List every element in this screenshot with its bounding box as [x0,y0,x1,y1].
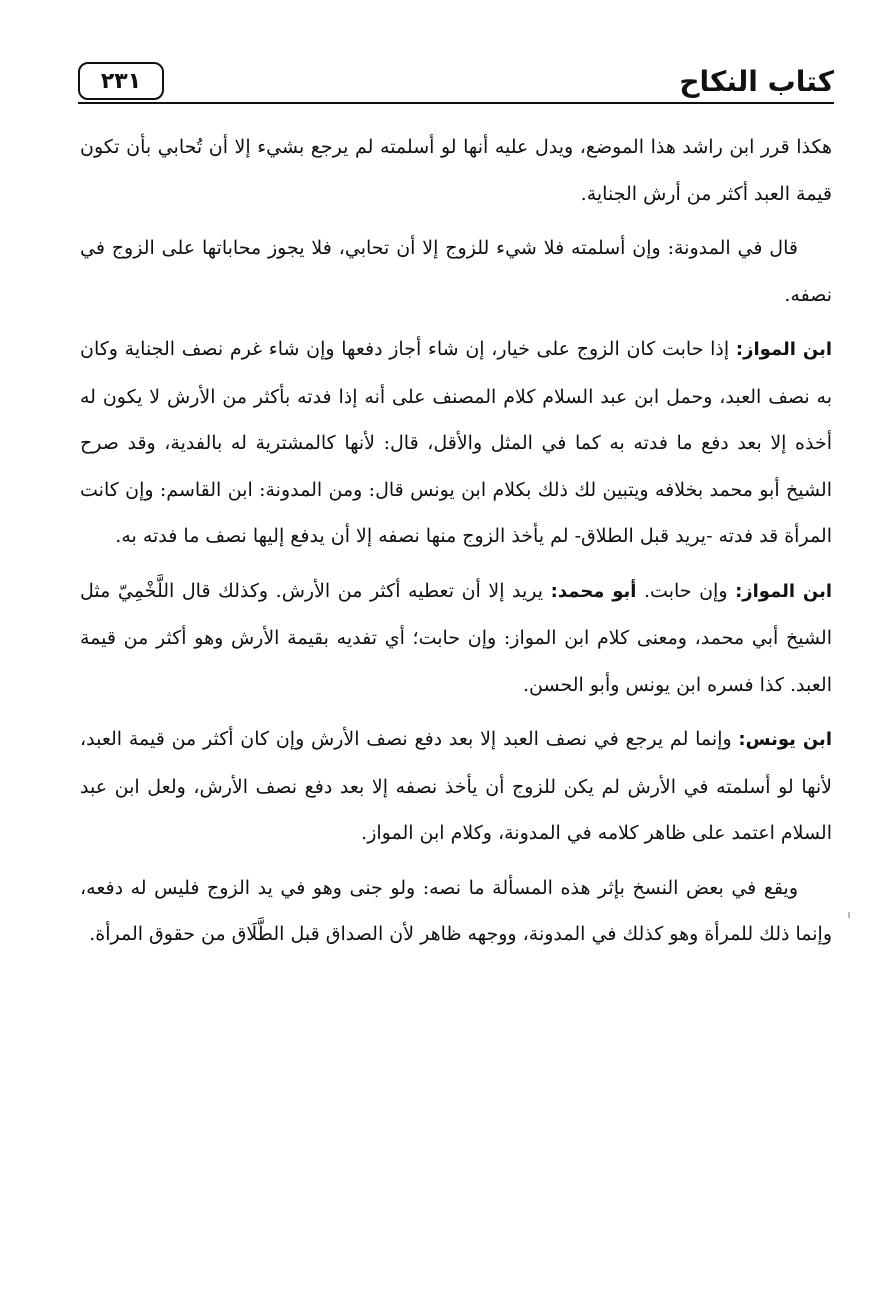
running-header [78,58,834,112]
margin-mark [848,912,850,918]
paragraph-6 [80,865,832,958]
paragraph-4 [80,568,832,709]
book-title: كتاب النكاح [679,65,834,98]
page-number-box [78,62,164,100]
paragraph-text: يريد إلا أن تعطيه أكثر من الأرش. وكذلك قال اللَّخْمِيّ مثل الشيخ أبي محمد، ومعنى كلام ابن المواز: وإن حابت؛ أي تفديه بقيمة الأرش وهو أكثر من قيمة العبد. كذا فسره ابن يونس وأبو الحسن. [80,579,832,696]
paragraph-text: وإنما لم يرجع في نصف العبد إلا بعد دفع نصف الأرش وإن كان أكثر من قيمة العبد، لأنها لو أسلمته في الأرش لم يكن للزوج أن يأخذ نصفه إلا بعد دفع نصف الأرش، ولعل ابن عبد السلام اعتمد على ظاهر كلامه في المدونة، وكلام ابن المواز. [80,728,832,844]
paragraph-1 [80,124,832,217]
paragraph-text: هكذا قرر ابن راشد هذا الموضع، ويدل عليه أنها لو أسلمته لم يرجع بشيء إلا أن تُحابي بأن تكون قيمة العبد أكثر من أرش الجناية. [80,136,832,205]
speaker-label: أبو محمد: [550,580,637,602]
paragraph-text: وإن حابت. [644,579,728,602]
paragraph-3 [80,326,832,560]
paragraph-text: قال في المدونة: وإن أسلمته فلا شيء للزوج إلا أن تحابي، فلا يجوز محاباتها على الزوج في نصفه. [80,237,832,306]
speaker-label: ابن المواز: [735,580,833,602]
paragraph-text: ويقع في بعض النسخ بإثر هذه المسألة ما نصه: ولو جنى وهو في يد الزوج فليس له دفعه، وإنما ذلك للمرأة وهو كذلك في المدونة، ووجهه ظاهر لأن الصداق قبل الطَّلَاق من حقوق المرأة. [80,876,832,945]
header-rule [78,102,834,104]
paragraph-5 [80,716,832,857]
paragraph-2 [80,225,832,318]
page-body [80,124,832,966]
speaker-label: ابن المواز: [735,339,833,360]
page-number: ٢٣١ [100,68,142,94]
paragraph-text: إذا حابت كان الزوج على خيار، إن شاء أجاز دفعها وإن شاء غرم نصف الجناية وكان به نصف العبد، وحمل ابن عبد السلام كلام المصنف على أنه إذا فدته بأكثر من الأرش لا يكون له أخذه إلا بعد دفع ما فدته به كما في المثل والأقل، قال: لأنها كالمشترية له بالفدية، وقد صرح الشيخ أبو محمد بخلافه ويتبين لك ذلك بكلام ابن يونس قال: ومن المدونة: ابن القاسم: وإن كانت المرأة قد فدته -يريد قبل الطلاق- لم يأخذ الزوج منها نصفه إلا أن يدفع إليها نصف ما فدته به. [80,338,833,547]
speaker-label: ابن يونس: [738,729,832,750]
